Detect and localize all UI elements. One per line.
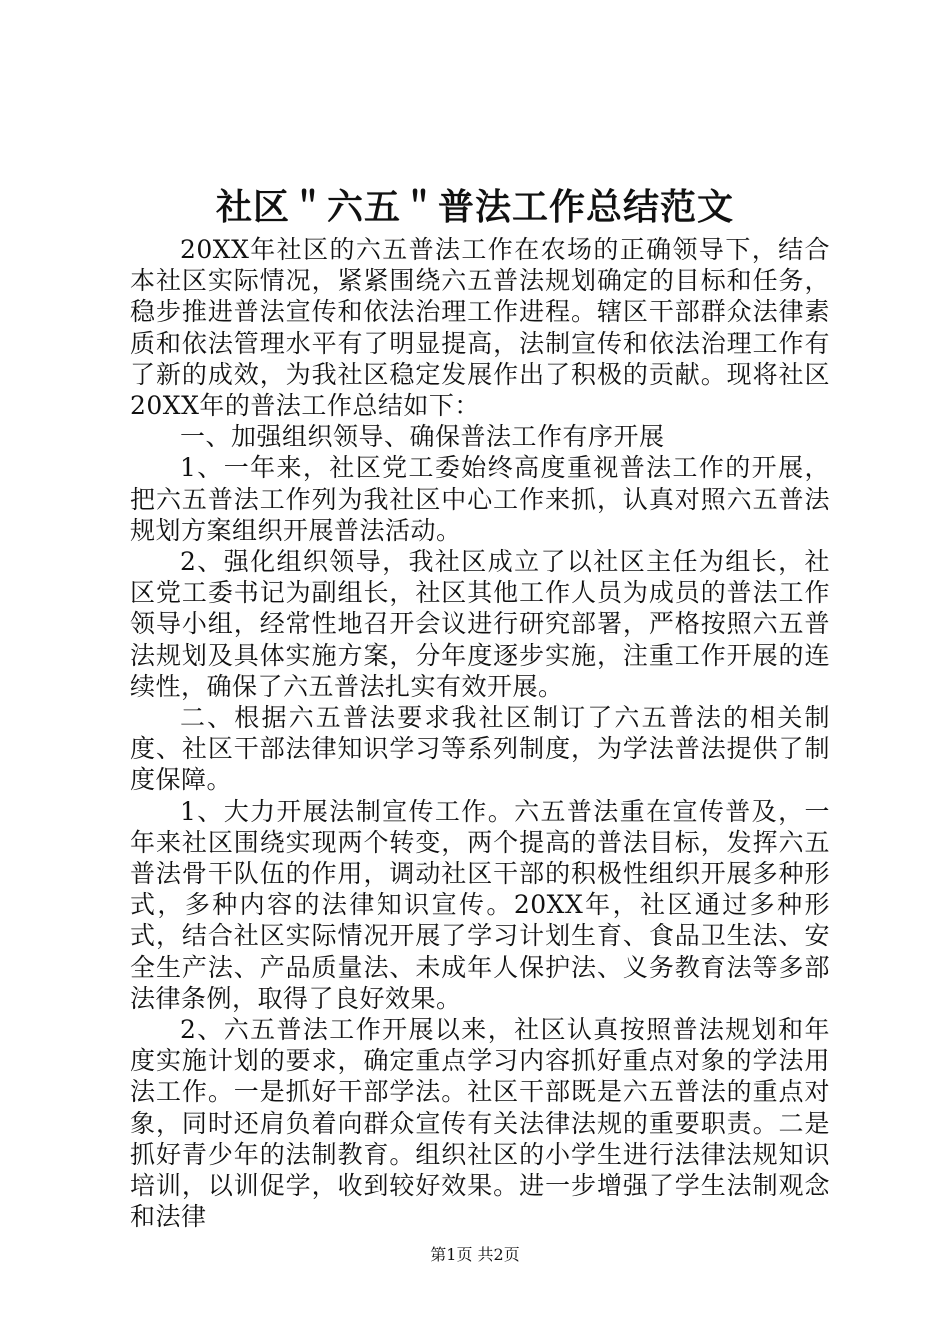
paragraph-section-1-item-1: 1、一年来，社区党工委始终高度重视普法工作的开展，把六五普法工作列为我社区中心工作来抓，认真对照六五普法规划方案组织开展普法活动。 [130,453,830,545]
paragraph-section-1-item-2: 2、强化组织领导，我社区成立了以社区主任为组长，社区党工委书记为副组长，社区其他工作人员为成员的普法工作领导小组，经常性地召开会议进行研究部署，严格按照六五普法规划及具体实施方案，分年度逐步实施，注重工作开展的连续性，确保了六五普法扎实有效开展。 [130,547,830,701]
paragraph-intro: 20XX年社区的六五普法工作在农场的正确领导下，结合本社区实际情况，紧紧围绕六五普法规划确定的目标和任务，稳步推进普法宣传和依法治理工作进程。辖区干部群众法律素质和依法管理水平有了明显提高，法制宣传和依法治理工作有了新的成效，为我社区稳定发展作出了积极的贡献。现将社区20XX年的普法工作总结如下： [130,235,830,421]
document-title: 社区＂六五＂普法工作总结范文 [215,186,734,228]
page-footer: 第1页 共2页 [430,1245,520,1264]
paragraph-section-1-heading: 一、加强组织领导、确保普法工作有序开展 [180,422,665,452]
document-body [130,234,830,1233]
paragraph-section-2-item-2: 2、六五普法工作开展以来，社区认真按照普法规划和年度实施计划的要求，确定重点学习内容抓好重点对象的学法用法工作。一是抓好干部学法。社区干部既是六五普法的重点对象，同时还肩负着向群众宣传有关法律法规的重要职责。二是抓好青少年的法制教育。组织社区的小学生进行法律法规知识培训，以训促学，收到较好效果。进一步增强了学生法制观念和法律 [130,1015,830,1232]
paragraph-section-2-heading: 二、根据六五普法要求我社区制订了六五普法的相关制度、社区干部法律知识学习等系列制度，为学法普法提供了制度保障。 [130,703,830,795]
paragraph-section-2-item-1: 1、大力开展法制宣传工作。六五普法重在宣传普及，一年来社区围绕实现两个转变，两个提高的普法目标，发挥六五普法骨干队伍的作用，调动社区干部的积极性组织开展多种形式，多种内容的法律知识宣传。20XX年，社区通过多种形式，结合社区实际情况开展了学习计划生育、食品卫生法、安全生产法、产品质量法、未成年人保护法、义务教育法等多部法律条例，取得了良好效果。 [130,796,830,1013]
